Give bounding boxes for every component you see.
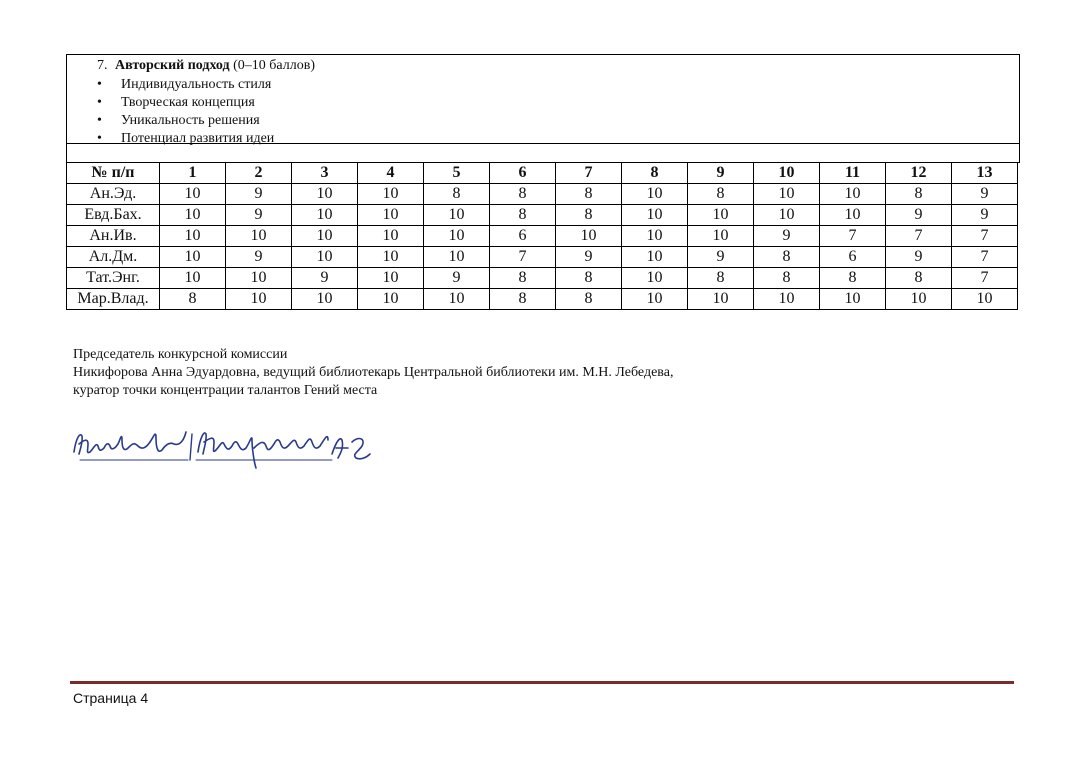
score-cell: 10 xyxy=(226,226,292,247)
score-cell: 10 xyxy=(226,268,292,289)
score-cell: 10 xyxy=(358,268,424,289)
score-cell: 10 xyxy=(160,226,226,247)
score-cell: 6 xyxy=(490,226,556,247)
score-cell: 10 xyxy=(292,226,358,247)
table-row xyxy=(67,247,1018,268)
score-cell: 10 xyxy=(688,289,754,310)
score-cell: 10 xyxy=(160,184,226,205)
score-cell: 10 xyxy=(160,205,226,226)
score-cell: 9 xyxy=(226,205,292,226)
score-cell: 10 xyxy=(358,247,424,268)
table-header-row xyxy=(67,163,1018,184)
score-cell: 10 xyxy=(688,226,754,247)
score-cell: 8 xyxy=(424,184,490,205)
score-cell: 10 xyxy=(358,226,424,247)
score-cell: 10 xyxy=(622,247,688,268)
header-cell-criterion: 1 xyxy=(160,163,226,184)
score-cell: 10 xyxy=(556,226,622,247)
score-cell: 8 xyxy=(886,268,952,289)
score-cell: 8 xyxy=(160,289,226,310)
signature-position: куратор точки концентрации талантов Гений места xyxy=(73,383,378,398)
score-table xyxy=(66,162,1018,310)
signature-name: Никифорова Анна Эдуардовна, ведущий библиотекарь Центральной библиотеки им. М.Н. Лебедева, xyxy=(73,365,674,380)
score-cell: 8 xyxy=(556,205,622,226)
header-cell-criterion: 4 xyxy=(358,163,424,184)
participant-name-cell: Ан.Эд. xyxy=(67,184,160,205)
criteria-box xyxy=(66,54,1020,144)
criteria-heading xyxy=(97,58,315,74)
criteria-item-text: Индивидуальность стиля xyxy=(121,77,272,92)
score-cell: 8 xyxy=(688,268,754,289)
criteria-number: 7. xyxy=(97,58,108,73)
score-cell: 8 xyxy=(490,289,556,310)
score-cell: 8 xyxy=(490,268,556,289)
score-cell: 10 xyxy=(754,289,820,310)
score-cell: 10 xyxy=(820,184,886,205)
score-cell: 9 xyxy=(226,247,292,268)
score-cell: 10 xyxy=(688,205,754,226)
footer-rule xyxy=(70,681,1014,684)
header-cell-criterion: 6 xyxy=(490,163,556,184)
bullet-icon: • xyxy=(97,113,102,128)
signature-role: Председатель конкурсной комиссии xyxy=(73,347,288,362)
score-cell: 8 xyxy=(886,184,952,205)
score-cell: 10 xyxy=(952,289,1018,310)
participant-name-cell: Евд.Бах. xyxy=(67,205,160,226)
score-cell: 10 xyxy=(292,289,358,310)
header-cell-criterion: 12 xyxy=(886,163,952,184)
table-row xyxy=(67,226,1018,247)
score-cell: 8 xyxy=(490,184,556,205)
table-row xyxy=(67,205,1018,226)
score-cell: 10 xyxy=(424,289,490,310)
score-cell: 10 xyxy=(754,205,820,226)
score-cell: 9 xyxy=(292,268,358,289)
score-cell: 7 xyxy=(886,226,952,247)
score-cell: 10 xyxy=(292,184,358,205)
score-cell: 9 xyxy=(886,205,952,226)
score-cell: 10 xyxy=(622,205,688,226)
bullet-icon: • xyxy=(97,131,102,146)
score-cell: 6 xyxy=(820,247,886,268)
score-cell: 8 xyxy=(754,268,820,289)
handwritten-signature xyxy=(70,418,380,480)
score-cell: 10 xyxy=(622,289,688,310)
participant-name-cell: Тат.Энг. xyxy=(67,268,160,289)
score-cell: 7 xyxy=(952,247,1018,268)
criteria-list xyxy=(97,76,274,148)
score-cell: 9 xyxy=(424,268,490,289)
participant-name-cell: Ан.Ив. xyxy=(67,226,160,247)
score-cell: 10 xyxy=(820,289,886,310)
score-cell: 9 xyxy=(952,205,1018,226)
criteria-item-text: Творческая концепция xyxy=(121,95,255,110)
header-cell-criterion: 13 xyxy=(952,163,1018,184)
score-cell: 8 xyxy=(754,247,820,268)
score-cell: 10 xyxy=(424,226,490,247)
score-cell: 10 xyxy=(160,247,226,268)
score-cell: 10 xyxy=(820,205,886,226)
score-cell: 8 xyxy=(490,205,556,226)
score-cell: 7 xyxy=(820,226,886,247)
score-cell: 9 xyxy=(886,247,952,268)
table-row xyxy=(67,289,1018,310)
score-cell: 9 xyxy=(688,247,754,268)
score-cell: 10 xyxy=(622,226,688,247)
header-cell-criterion: 8 xyxy=(622,163,688,184)
criteria-title: Авторский подход xyxy=(115,58,230,73)
criteria-range: (0–10 баллов) xyxy=(229,58,315,73)
score-cell: 10 xyxy=(622,268,688,289)
participant-name-cell: Ал.Дм. xyxy=(67,247,160,268)
score-cell: 10 xyxy=(622,184,688,205)
criteria-item xyxy=(97,112,274,130)
score-cell: 9 xyxy=(226,184,292,205)
score-cell: 8 xyxy=(820,268,886,289)
participant-name-cell: Мар.Влад. xyxy=(67,289,160,310)
score-cell: 10 xyxy=(754,184,820,205)
score-cell: 7 xyxy=(952,226,1018,247)
table-body xyxy=(67,184,1018,310)
score-cell: 10 xyxy=(424,205,490,226)
criteria-item-text: Уникальность решения xyxy=(121,113,260,128)
score-cell: 10 xyxy=(226,289,292,310)
score-cell: 8 xyxy=(556,268,622,289)
criteria-item xyxy=(97,94,274,112)
table-row xyxy=(67,184,1018,205)
table-spacer-row xyxy=(66,144,1020,163)
score-cell: 10 xyxy=(358,184,424,205)
score-cell: 8 xyxy=(688,184,754,205)
header-cell-criterion: 7 xyxy=(556,163,622,184)
signature-text xyxy=(73,346,673,400)
score-cell: 7 xyxy=(952,268,1018,289)
score-cell: 9 xyxy=(754,226,820,247)
score-cell: 10 xyxy=(160,268,226,289)
header-cell-criterion: 11 xyxy=(820,163,886,184)
score-cell: 8 xyxy=(556,184,622,205)
score-cell: 9 xyxy=(952,184,1018,205)
header-cell-criterion: 5 xyxy=(424,163,490,184)
score-cell: 8 xyxy=(556,289,622,310)
header-cell-criterion: 10 xyxy=(754,163,820,184)
criteria-item xyxy=(97,76,274,94)
score-cell: 10 xyxy=(886,289,952,310)
score-cell: 10 xyxy=(358,205,424,226)
page-number: Страница 4 xyxy=(73,690,149,706)
score-cell: 10 xyxy=(292,247,358,268)
table-row xyxy=(67,268,1018,289)
header-cell-criterion: 2 xyxy=(226,163,292,184)
score-cell: 10 xyxy=(424,247,490,268)
score-cell: 7 xyxy=(490,247,556,268)
bullet-icon: • xyxy=(97,95,102,110)
bullet-icon: • xyxy=(97,77,102,92)
criteria-item-text: Потенциал развития идеи xyxy=(121,131,275,146)
header-cell-criterion: 3 xyxy=(292,163,358,184)
score-cell: 9 xyxy=(556,247,622,268)
score-cell: 10 xyxy=(358,289,424,310)
header-cell-criterion: 9 xyxy=(688,163,754,184)
score-cell: 10 xyxy=(292,205,358,226)
header-cell-label: № п/п xyxy=(67,163,160,184)
